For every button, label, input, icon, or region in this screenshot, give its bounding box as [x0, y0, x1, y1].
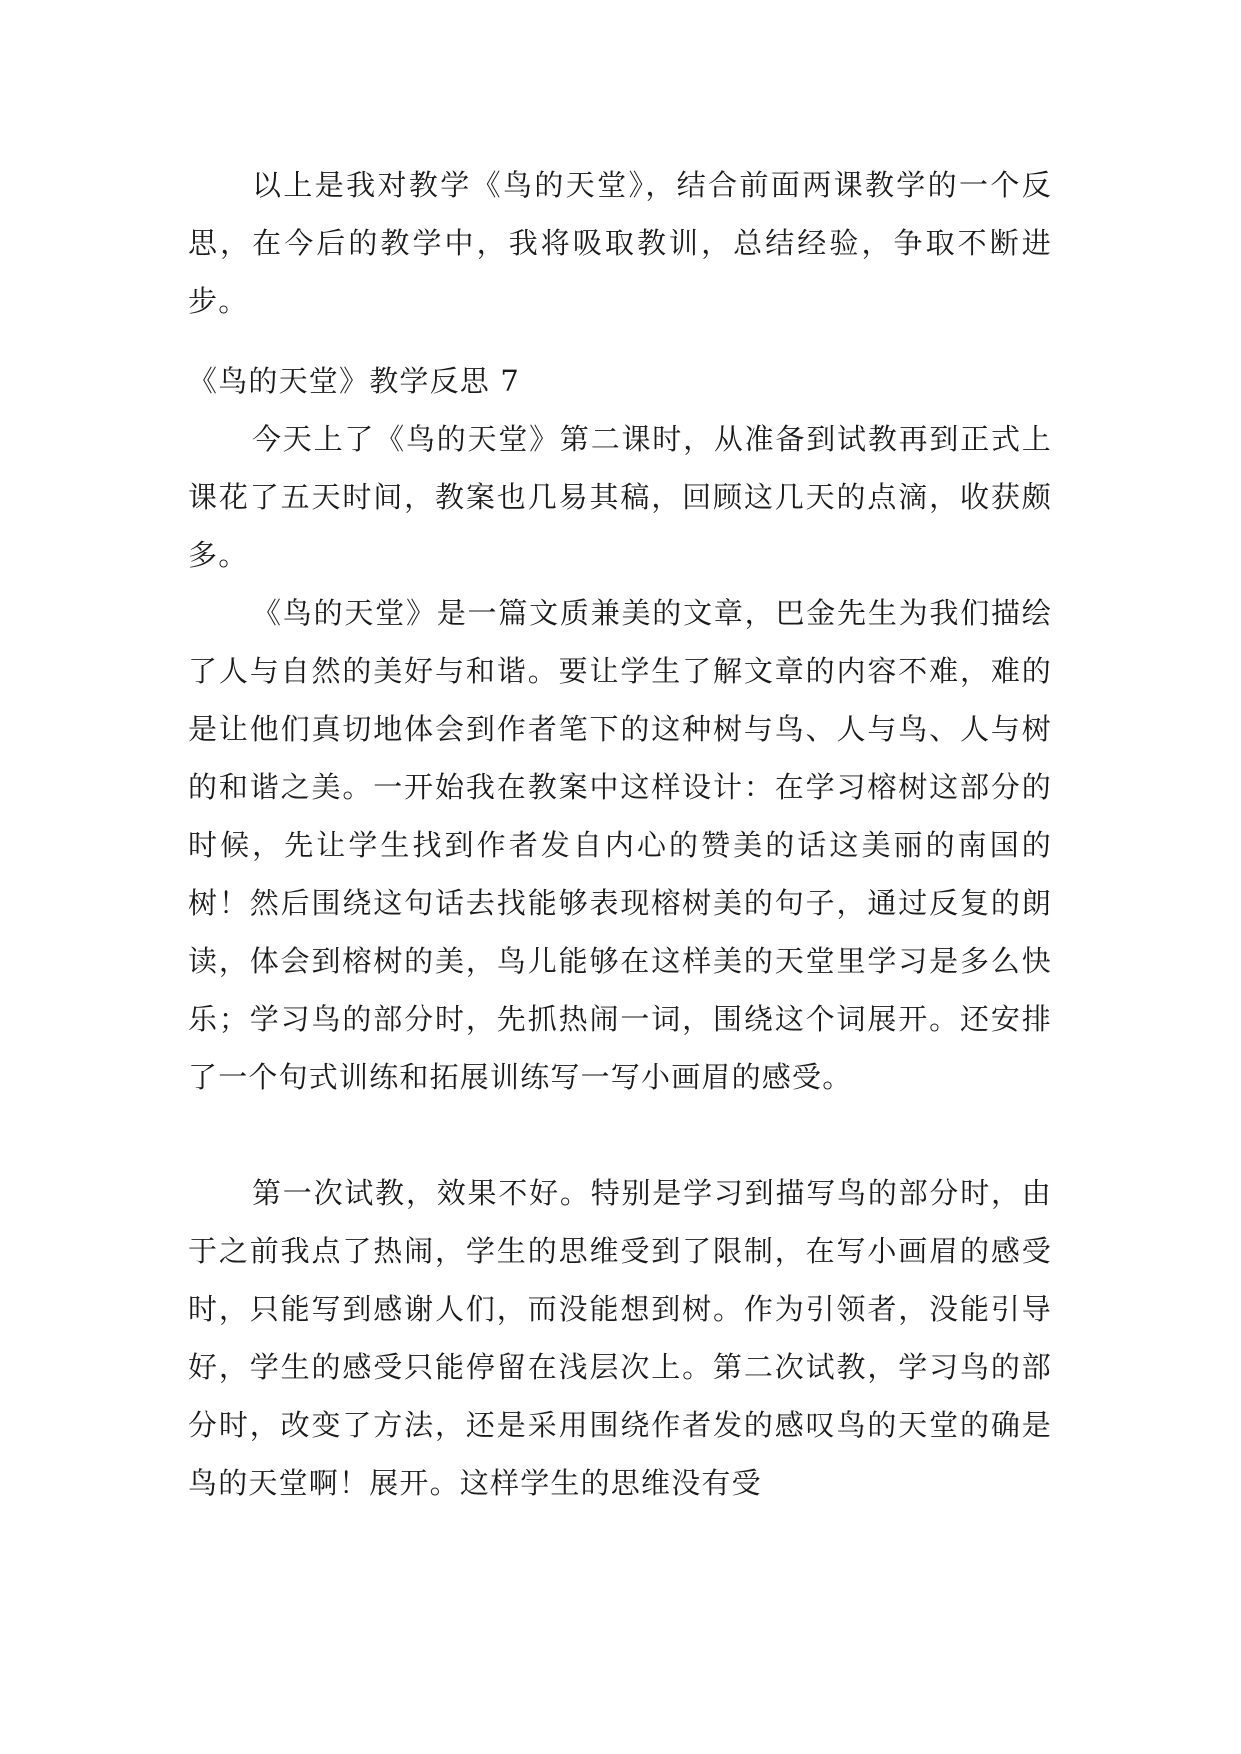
section-title: 《鸟的天堂》教学反思 7 [188, 364, 521, 398]
closing-paragraph: 以上是我对教学《鸟的天堂》，结合前面两课教学的一个反思，在今后的教学中，我将吸取教训，总结经验，争取不断进步。 [188, 168, 1052, 318]
paragraph-intro: 今天上了《鸟的天堂》第二课时，从准备到试教再到正式上课花了五天时间，教案也几易其稿，回顾这几天的点滴，收获颇多。 [188, 422, 1052, 572]
paragraph-trial: 第一次试教，效果不好。特别是学习到描写鸟的部分时，由于之前我点了热闹，学生的思维受到了限制，在写小画眉的感受时，只能写到感谢人们，而没能想到树。作为引领者，没能引导好，学生的感受只能停留在浅层次上。第二次试教，学习鸟的部分时，改变了方法，还是采用围绕作者发的感叹鸟的天堂的确是鸟的天堂啊！展开。这样学生的思维没有受 [188, 1176, 1052, 1500]
paragraph-design: 《鸟的天堂》是一篇文质兼美的文章，巴金先生为我们描绘了人与自然的美好与和谐。要让学生了解文章的内容不难，难的是让他们真切地体会到作者笔下的这种树与鸟、人与鸟、人与树的和谐之美。一开始我在教案中这样设计：在学习榕树这部分的时候，先让学生找到作者发自内心的赞美的话这美丽的南国的树！然后围绕这句话去找能够表现榕树美的句子，通过反复的朗读，体会到榕树的美，鸟儿能够在这样美的天堂里学习是多么快乐；学习鸟的部分时，先抓热闹一词，围绕这个词展开。还安排了一个句式训练和拓展训练写一写小画眉的感受。 [188, 596, 1052, 1094]
